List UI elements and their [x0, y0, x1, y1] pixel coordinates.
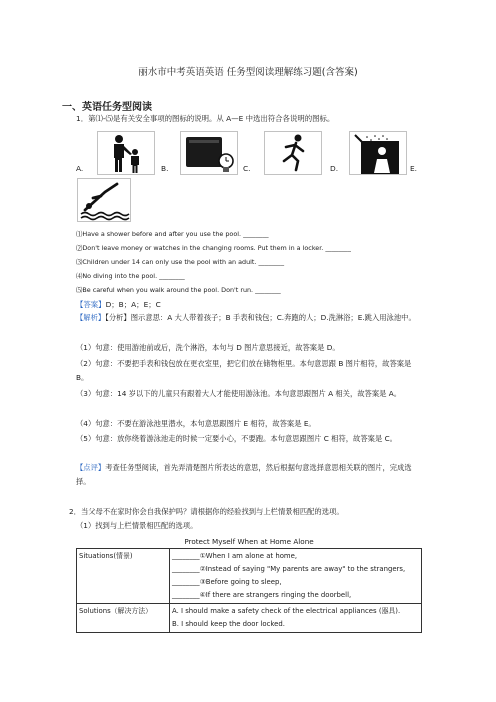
- label-d: D.: [330, 164, 339, 173]
- situation-4: ________④If there are strangers ringing the doorbell,: [172, 591, 352, 599]
- parent-child-icon: [97, 131, 155, 175]
- answer-text: D；B；A；E；C: [105, 300, 161, 309]
- question-2-sub: （1）找到与上栏情景相匹配的选项。: [76, 521, 198, 530]
- section-heading: 一、英语任务型阅读: [62, 102, 152, 113]
- solution-b: B. I should keep the door locked.: [172, 620, 285, 628]
- label-e: E.: [410, 164, 418, 173]
- statement-2: ⑵Don't leave money or watches in the changing rooms. Put them in a locker. ________: [76, 244, 351, 252]
- statement-3: ⑶Children under 14 can only use the pool with an adult. ________: [76, 258, 285, 266]
- analysis-tag: 【解析】: [76, 313, 106, 322]
- analysis-paragraph: [76, 311, 420, 325]
- comment-tag: 【点评】: [76, 463, 106, 472]
- statement-4: ⑷No diving into the pool. ________: [76, 272, 185, 280]
- analysis-text: 【分析】图示意思：A 大人带着孩子；B 手表和钱包；C.奔跑的人；D.洗淋浴；E.跳入用泳池中。: [105, 313, 416, 322]
- explanation-2: （2）句意：不要把手表和钱包放在更衣室里，把它们放在储物柜里。本句意思跟 B 图片相符，故答案是 B。: [76, 359, 412, 382]
- statement-5: ⑸Be careful when you walk around the pool. Don't run. ________: [76, 286, 281, 294]
- solutions-header: Solutions（解决方法）: [77, 604, 170, 633]
- explanation-4: （4）句意：不要在游泳池里潜水，本句意思跟图片 E 相符，故答案是 E。: [76, 419, 316, 428]
- explanation-5: （5）句意：放你绕着游泳池走的时候一定要小心，不要跑。本句意思跟图片 C 相符，故答案是 C。: [76, 434, 397, 443]
- question-1-prompt: 1．第⑴-⑸是有关安全事项的图标的说明。从 A—E 中选出符合各说明的图标。: [76, 114, 335, 123]
- document-title: 丽水市中考英语英语 任务型阅读理解练习题(含答案): [138, 67, 358, 78]
- label-a: A.: [76, 164, 84, 173]
- situations-cell: [170, 549, 422, 604]
- diving-icon: [77, 178, 131, 222]
- label-c: C.: [243, 164, 251, 173]
- explanation-1: （1）句意：使用游池前或后，洗个淋浴，本句与 D 图片意思接近，故答案是 D。: [76, 343, 340, 352]
- question-2-prompt: 2．当父母不在家时你会自我保护吗？请根据你的经验找到与上栏情景相匹配的选项。: [69, 507, 344, 516]
- protect-table: [76, 548, 422, 633]
- statement-1: ⑴Have a shower before and after you use the pool. ________: [76, 230, 269, 238]
- solutions-cell: [170, 604, 422, 633]
- situation-3: ________③Before going to sleep,: [172, 578, 282, 586]
- wallet-watch-icon: [180, 131, 238, 175]
- running-man-icon: [264, 131, 322, 175]
- situations-header: Situations(情景): [77, 549, 170, 604]
- shower-icon: [349, 131, 407, 175]
- comment-paragraph: [76, 461, 420, 488]
- answer-tag: 【答案】: [76, 300, 106, 309]
- answer-row: [76, 299, 161, 310]
- comment-text: 考查任务型阅读，首先弄清楚图片所表达的意思，然后根据句意选择意思相关联的图片，完成选择。: [76, 463, 412, 486]
- explanation-3: （3）句意：14 岁以下的儿童只有跟着大人才能使用游泳池。本句意思跟图片 A 相关，故答案是 A。: [76, 389, 402, 398]
- table-row: [77, 549, 422, 604]
- table-row: [77, 604, 422, 633]
- solution-a: A. I should make a safety check of the electrical appliances (器具).: [172, 607, 401, 615]
- situation-1: ________①When I am alone at home,: [172, 552, 298, 560]
- situation-2: ________②Instead of saying "My parents are away" to the strangers,: [172, 565, 406, 573]
- label-b: B.: [161, 164, 169, 173]
- table-title: Protect Myself When at Home Alone: [184, 537, 314, 546]
